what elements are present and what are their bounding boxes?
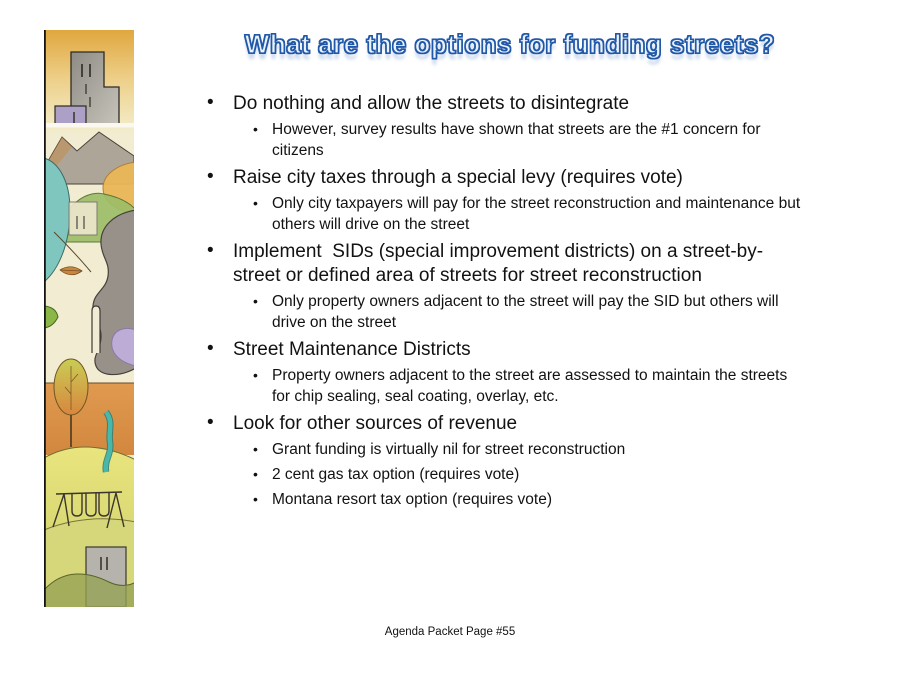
- sub-bullet-text: However, survey results have shown that streets are the #1 concern for citizens: [272, 121, 765, 159]
- bullet-icon: •: [253, 466, 258, 482]
- slide-body: [205, 92, 805, 515]
- sub-bullet-item: [205, 193, 805, 235]
- bullet-icon: •: [253, 121, 258, 137]
- bullet-icon: •: [253, 195, 258, 211]
- bullet-icon: •: [253, 491, 258, 507]
- bullet-item: [205, 92, 773, 161]
- bullet-icon: •: [253, 367, 258, 383]
- sub-bullet-text: Property owners adjacent to the street are assessed to maintain the streets for chip sealing, seal coating, overlay, etc.: [272, 367, 792, 405]
- bullet-list: [205, 92, 805, 510]
- sub-bullet-item: [205, 489, 805, 510]
- sub-bullet-item: [205, 291, 805, 333]
- bullet-text: Do nothing and allow the streets to disintegrate: [233, 93, 630, 114]
- bullet-item: [205, 240, 783, 333]
- slide-title: What are the options for funding streets?: [244, 29, 776, 59]
- bullet-icon: •: [253, 293, 258, 309]
- sub-bullet-item: [205, 464, 805, 485]
- sub-bullet-list: [233, 193, 805, 235]
- bullet-item: [205, 166, 805, 235]
- sub-bullet-list: [233, 365, 805, 407]
- cityscape-artwork-icon: [44, 30, 134, 607]
- bullet-text: Look for other sources of revenue: [233, 413, 518, 434]
- bullet-icon: •: [207, 166, 214, 187]
- sub-bullet-text: Only city taxpayers will pay for the street reconstruction and maintenance but others will drive on the street: [272, 195, 805, 233]
- bullet-item: [205, 338, 792, 407]
- sub-bullet-text: Montana resort tax option (requires vote): [272, 491, 552, 508]
- bullet-icon: •: [207, 412, 214, 433]
- sub-bullet-item: [205, 439, 805, 460]
- bullet-icon: •: [253, 441, 258, 457]
- sub-bullet-item: [205, 365, 805, 407]
- sub-bullet-list: [233, 291, 805, 333]
- sub-bullet-text: 2 cent gas tax option (requires vote): [272, 466, 520, 483]
- bullet-text: Street Maintenance Districts: [233, 339, 471, 360]
- page-footer: Agenda Packet Page #55: [384, 626, 516, 638]
- bullet-text: Raise city taxes through a special levy (requires vote): [233, 167, 683, 188]
- bullet-item: [205, 412, 773, 510]
- sub-bullet-text: Only property owners adjacent to the street will pay the SID but others will drive on the street: [272, 293, 783, 331]
- sub-bullet-text: Grant funding is virtually nil for street reconstruction: [272, 441, 626, 458]
- sub-bullet-item: [205, 119, 805, 161]
- sub-bullet-list: [233, 439, 805, 510]
- bullet-icon: •: [207, 92, 214, 113]
- cityscape-artwork: [44, 30, 134, 607]
- bullet-text: Implement SIDs (special improvement districts) on a street-by-street or defined area of streets for street reconstruction: [233, 241, 764, 286]
- bullet-icon: •: [207, 338, 214, 359]
- bullet-icon: •: [207, 240, 214, 261]
- sub-bullet-list: [233, 119, 805, 161]
